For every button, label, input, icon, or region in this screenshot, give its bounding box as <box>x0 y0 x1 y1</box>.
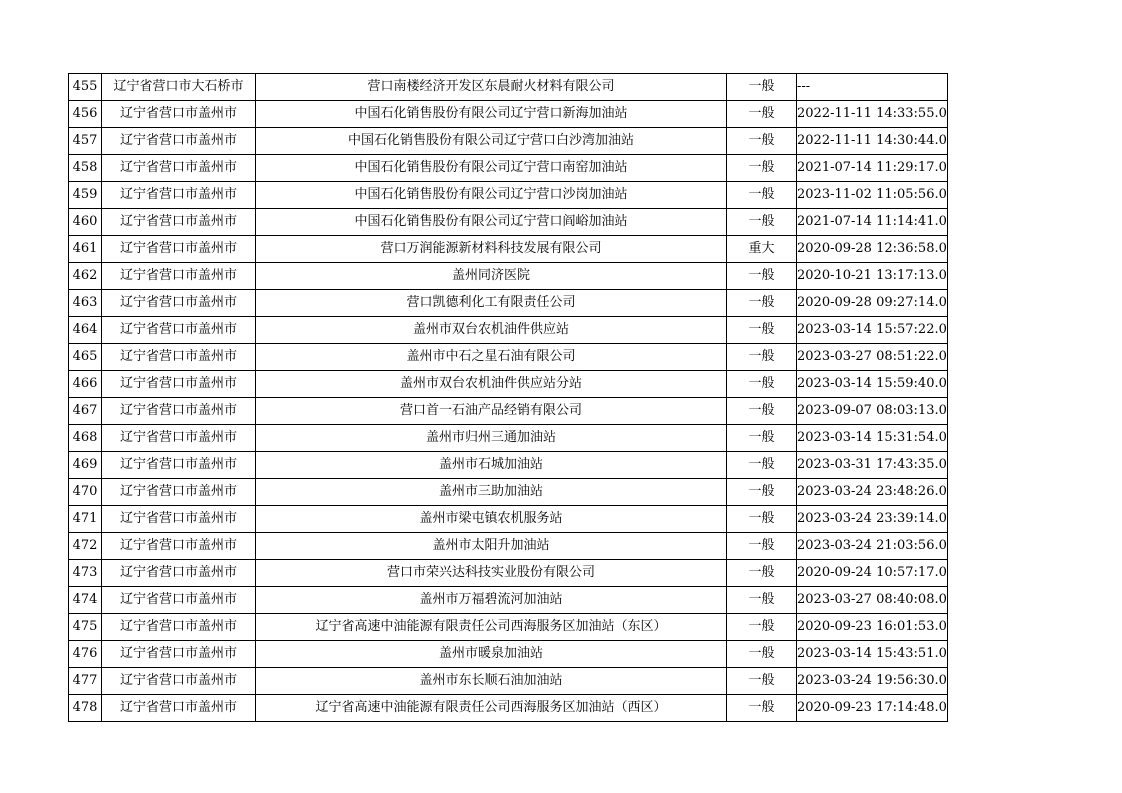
row-number-cell: 463 <box>69 290 102 317</box>
table-row <box>69 74 948 101</box>
table-row <box>69 101 948 128</box>
risk-level-cell: 重大 <box>727 236 797 263</box>
risk-level-cell: 一般 <box>727 182 797 209</box>
risk-level-cell: 一般 <box>727 533 797 560</box>
row-number-cell: 458 <box>69 155 102 182</box>
region-cell: 辽宁省营口市盖州市 <box>102 506 256 533</box>
region-cell: 辽宁省营口市盖州市 <box>102 641 256 668</box>
table-row <box>69 398 948 425</box>
risk-level-cell: 一般 <box>727 290 797 317</box>
row-number-cell: 465 <box>69 344 102 371</box>
row-number-cell: 468 <box>69 425 102 452</box>
region-cell: 辽宁省营口市盖州市 <box>102 587 256 614</box>
timestamp-cell: 2020-09-23 16:01:53.0 <box>797 614 948 641</box>
timestamp-cell: 2021-07-14 11:14:41.0 <box>797 209 948 236</box>
timestamp-cell: 2023-09-07 08:03:13.0 <box>797 398 948 425</box>
risk-level-cell: 一般 <box>727 452 797 479</box>
region-cell: 辽宁省营口市盖州市 <box>102 614 256 641</box>
region-cell: 辽宁省营口市大石桥市 <box>102 74 256 101</box>
risk-level-cell: 一般 <box>727 155 797 182</box>
table-row <box>69 560 948 587</box>
timestamp-cell: 2023-03-31 17:43:35.0 <box>797 452 948 479</box>
region-cell: 辽宁省营口市盖州市 <box>102 317 256 344</box>
region-cell: 辽宁省营口市盖州市 <box>102 668 256 695</box>
timestamp-cell: 2020-10-21 13:17:13.0 <box>797 263 948 290</box>
risk-level-cell: 一般 <box>727 641 797 668</box>
table-row <box>69 668 948 695</box>
row-number-cell: 469 <box>69 452 102 479</box>
region-cell: 辽宁省营口市盖州市 <box>102 398 256 425</box>
row-number-cell: 455 <box>69 74 102 101</box>
row-number-cell: 475 <box>69 614 102 641</box>
enterprise-name-cell: 盖州市梁屯镇农机服务站 <box>256 506 727 533</box>
enterprise-name-cell: 盖州同济医院 <box>256 263 727 290</box>
enterprise-name-cell: 营口首一石油产品经销有限公司 <box>256 398 727 425</box>
risk-level-cell: 一般 <box>727 614 797 641</box>
table-row <box>69 506 948 533</box>
enterprise-name-cell: 中国石化销售股份有限公司辽宁营口白沙湾加油站 <box>256 128 727 155</box>
timestamp-cell: 2023-11-02 11:05:56.0 <box>797 182 948 209</box>
row-number-cell: 470 <box>69 479 102 506</box>
risk-level-cell: 一般 <box>727 560 797 587</box>
table-row <box>69 155 948 182</box>
table-row <box>69 533 948 560</box>
timestamp-cell: 2023-03-14 15:43:51.0 <box>797 641 948 668</box>
enterprise-name-cell: 中国石化销售股份有限公司辽宁营口新海加油站 <box>256 101 727 128</box>
risk-level-cell: 一般 <box>727 209 797 236</box>
region-cell: 辽宁省营口市盖州市 <box>102 155 256 182</box>
table-row <box>69 317 948 344</box>
timestamp-cell: 2023-03-24 23:39:14.0 <box>797 506 948 533</box>
region-cell: 辽宁省营口市盖州市 <box>102 128 256 155</box>
enterprise-name-cell: 盖州市石城加油站 <box>256 452 727 479</box>
timestamp-cell: 2023-03-27 08:40:08.0 <box>797 587 948 614</box>
table-row <box>69 263 948 290</box>
row-number-cell: 456 <box>69 101 102 128</box>
timestamp-cell: 2020-09-28 12:36:58.0 <box>797 236 948 263</box>
row-number-cell: 472 <box>69 533 102 560</box>
enterprise-name-cell: 中国石化销售股份有限公司辽宁营口阎峪加油站 <box>256 209 727 236</box>
row-number-cell: 466 <box>69 371 102 398</box>
table-row <box>69 695 948 722</box>
region-cell: 辽宁省营口市盖州市 <box>102 182 256 209</box>
table-row <box>69 209 948 236</box>
region-cell: 辽宁省营口市盖州市 <box>102 695 256 722</box>
row-number-cell: 461 <box>69 236 102 263</box>
region-cell: 辽宁省营口市盖州市 <box>102 560 256 587</box>
timestamp-cell: 2022-11-11 14:33:55.0 <box>797 101 948 128</box>
table-row <box>69 614 948 641</box>
enterprise-name-cell: 盖州市太阳升加油站 <box>256 533 727 560</box>
timestamp-cell: 2023-03-14 15:31:54.0 <box>797 425 948 452</box>
enterprise-name-cell: 盖州市暖泉加油站 <box>256 641 727 668</box>
table-row <box>69 371 948 398</box>
row-number-cell: 478 <box>69 695 102 722</box>
risk-level-cell: 一般 <box>727 587 797 614</box>
timestamp-cell: 2023-03-24 23:48:26.0 <box>797 479 948 506</box>
row-number-cell: 471 <box>69 506 102 533</box>
row-number-cell: 460 <box>69 209 102 236</box>
table-row <box>69 290 948 317</box>
risk-level-cell: 一般 <box>727 695 797 722</box>
region-cell: 辽宁省营口市盖州市 <box>102 209 256 236</box>
row-number-cell: 457 <box>69 128 102 155</box>
row-number-cell: 477 <box>69 668 102 695</box>
row-number-cell: 476 <box>69 641 102 668</box>
timestamp-cell: 2022-11-11 14:30:44.0 <box>797 128 948 155</box>
enterprise-name-cell: 辽宁省高速中油能源有限责任公司西海服务区加油站（西区） <box>256 695 727 722</box>
row-number-cell: 467 <box>69 398 102 425</box>
timestamp-cell: 2020-09-23 17:14:48.0 <box>797 695 948 722</box>
risk-level-cell: 一般 <box>727 506 797 533</box>
timestamp-cell: 2023-03-14 15:59:40.0 <box>797 371 948 398</box>
enterprise-name-cell: 营口万润能源新材料科技发展有限公司 <box>256 236 727 263</box>
table-row <box>69 641 948 668</box>
enterprise-name-cell: 盖州市双台农机油件供应站分站 <box>256 371 727 398</box>
risk-level-cell: 一般 <box>727 74 797 101</box>
region-cell: 辽宁省营口市盖州市 <box>102 371 256 398</box>
timestamp-cell: 2020-09-28 09:27:14.0 <box>797 290 948 317</box>
enterprise-name-cell: 盖州市东长顺石油加油站 <box>256 668 727 695</box>
region-cell: 辽宁省营口市盖州市 <box>102 344 256 371</box>
table-row <box>69 128 948 155</box>
enterprise-name-cell: 营口南楼经济开发区东晨耐火材料有限公司 <box>256 74 727 101</box>
table-row <box>69 182 948 209</box>
region-cell: 辽宁省营口市盖州市 <box>102 452 256 479</box>
risk-level-cell: 一般 <box>727 128 797 155</box>
table-row <box>69 479 948 506</box>
region-cell: 辽宁省营口市盖州市 <box>102 101 256 128</box>
row-number-cell: 459 <box>69 182 102 209</box>
risk-level-cell: 一般 <box>727 263 797 290</box>
enterprise-name-cell: 盖州市归州三通加油站 <box>256 425 727 452</box>
risk-level-cell: 一般 <box>727 371 797 398</box>
timestamp-cell: 2023-03-24 21:03:56.0 <box>797 533 948 560</box>
enterprise-name-cell: 中国石化销售股份有限公司辽宁营口南窑加油站 <box>256 155 727 182</box>
timestamp-cell: 2020-09-24 10:57:17.0 <box>797 560 948 587</box>
risk-level-cell: 一般 <box>727 317 797 344</box>
table-row <box>69 344 948 371</box>
risk-level-cell: 一般 <box>727 344 797 371</box>
row-number-cell: 464 <box>69 317 102 344</box>
enterprise-name-cell: 辽宁省高速中油能源有限责任公司西海服务区加油站（东区） <box>256 614 727 641</box>
risk-level-cell: 一般 <box>727 101 797 128</box>
risk-level-cell: 一般 <box>727 425 797 452</box>
enterprise-name-cell: 盖州市中石之星石油有限公司 <box>256 344 727 371</box>
risk-level-cell: 一般 <box>727 479 797 506</box>
enterprise-name-cell: 盖州市三助加油站 <box>256 479 727 506</box>
timestamp-cell: 2021-07-14 11:29:17.0 <box>797 155 948 182</box>
enterprise-table <box>68 73 948 722</box>
table-body <box>69 74 948 722</box>
table-row <box>69 452 948 479</box>
table-row <box>69 425 948 452</box>
region-cell: 辽宁省营口市盖州市 <box>102 236 256 263</box>
region-cell: 辽宁省营口市盖州市 <box>102 533 256 560</box>
region-cell: 辽宁省营口市盖州市 <box>102 479 256 506</box>
enterprise-name-cell: 营口市荣兴达科技实业股份有限公司 <box>256 560 727 587</box>
enterprise-name-cell: 盖州市双台农机油件供应站 <box>256 317 727 344</box>
enterprise-name-cell: 盖州市万福碧流河加油站 <box>256 587 727 614</box>
region-cell: 辽宁省营口市盖州市 <box>102 263 256 290</box>
row-number-cell: 462 <box>69 263 102 290</box>
risk-level-cell: 一般 <box>727 668 797 695</box>
risk-level-cell: 一般 <box>727 398 797 425</box>
enterprise-name-cell: 中国石化销售股份有限公司辽宁营口沙岗加油站 <box>256 182 727 209</box>
region-cell: 辽宁省营口市盖州市 <box>102 290 256 317</box>
table-row <box>69 236 948 263</box>
row-number-cell: 473 <box>69 560 102 587</box>
region-cell: 辽宁省营口市盖州市 <box>102 425 256 452</box>
timestamp-cell: --- <box>797 74 948 101</box>
enterprise-name-cell: 营口凯德利化工有限责任公司 <box>256 290 727 317</box>
table-row <box>69 587 948 614</box>
timestamp-cell: 2023-03-27 08:51:22.0 <box>797 344 948 371</box>
row-number-cell: 474 <box>69 587 102 614</box>
timestamp-cell: 2023-03-14 15:57:22.0 <box>797 317 948 344</box>
timestamp-cell: 2023-03-24 19:56:30.0 <box>797 668 948 695</box>
